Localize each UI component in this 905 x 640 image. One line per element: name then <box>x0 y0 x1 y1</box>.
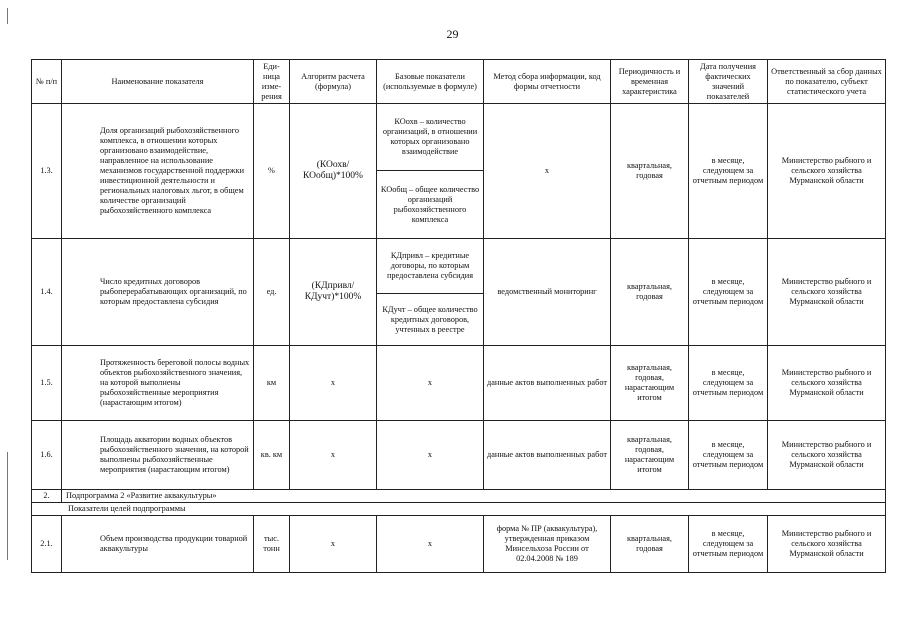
section-title: Подпрограмма 2 «Развитие аквакультуры» <box>62 490 886 503</box>
table-row <box>32 516 886 573</box>
row-method: форма № ПР (аквакультура), утвержденная приказом Минсельхоза России от 02.04.2008 № 189 <box>484 516 611 573</box>
row-algorithm: х <box>290 421 377 490</box>
row-period: квартальная, годовая <box>611 104 689 239</box>
table-row <box>32 346 886 421</box>
row-name: Объем производства продукции товарной аквакультуры <box>62 516 254 573</box>
row-unit: тыс. тонн <box>254 516 290 573</box>
row-responsible: Министерство рыбного и сельского хозяйства Мурманской области <box>768 104 886 239</box>
subsection-row <box>32 503 886 516</box>
row-period: квартальная, годовая <box>611 516 689 573</box>
section-row <box>32 490 886 503</box>
row-date: в месяце, следующем за отчетным периодом <box>689 421 768 490</box>
page-edge-mark <box>7 452 8 560</box>
page-edge-mark <box>7 8 8 24</box>
row-name: Площадь акватории водных объектов рыбохозяйственного значения, на которой выполнены рыбохозяйственные мероприятия (нарастающим итогом) <box>62 421 254 490</box>
row-responsible: Министерство рыбного и сельского хозяйства Мурманской области <box>768 346 886 421</box>
header-period: Периодичность и временная характеристика <box>611 60 689 104</box>
row-num: 1.3. <box>32 104 62 239</box>
row-unit: % <box>254 104 290 239</box>
section-num: 2. <box>32 490 62 503</box>
row-method: ведомственный мониторинг <box>484 239 611 346</box>
header-num: № п/п <box>32 60 62 104</box>
row-responsible: Министерство рыбного и сельского хозяйства Мурманской области <box>768 516 886 573</box>
header-name: Наименование показателя <box>62 60 254 104</box>
table-row <box>32 239 886 294</box>
row-algorithm: х <box>290 346 377 421</box>
page-number: 29 <box>446 27 459 41</box>
table-row <box>32 421 886 490</box>
row-base: х <box>377 421 484 490</box>
header-method: Метод сбора информации, код формы отчетности <box>484 60 611 104</box>
indicators-table <box>31 59 886 573</box>
row-period: квартальная, годовая, нарастающим итогом <box>611 346 689 421</box>
row-responsible: Министерство рыбного и сельского хозяйства Мурманской области <box>768 421 886 490</box>
header-date: Дата получения фактических значений показателей <box>689 60 768 104</box>
row-date: в месяце, следующем за отчетным периодом <box>689 239 768 346</box>
row-date: в месяце, следующем за отчетным периодом <box>689 346 768 421</box>
header-algorithm: Алгоритм расчета (формула) <box>290 60 377 104</box>
row-date: в месяце, следующем за отчетным периодом <box>689 104 768 239</box>
row-base-2: КОобщ – общее количество организаций рыбохозяйственного комплекса <box>377 171 484 239</box>
row-base: х <box>377 516 484 573</box>
row-unit: ед. <box>254 239 290 346</box>
row-name: Доля организаций рыбохозяйственного комплекса, в отношении которых организовано взаимодействие, направленное на использование механизмов государственной поддержки инвестиционной деятельности и региональных налоговых льгот, в общем количестве организаций рыбохозяйственного комплекса <box>62 104 254 239</box>
header-base: Базовые показатели (используемые в формуле) <box>377 60 484 104</box>
table-row <box>32 104 886 171</box>
row-algorithm: (КОохв/ КОобщ)*100% <box>290 104 377 239</box>
row-date: в месяце, следующем за отчетным периодом <box>689 516 768 573</box>
row-unit: кв. км <box>254 421 290 490</box>
subsection-title: Показатели целей подпрограммы <box>32 503 886 516</box>
row-algorithm: (КДпривл/ КДучт)*100% <box>290 239 377 346</box>
row-base-1: КОохв – количество организаций, в отношении которых организовано взаимодействие <box>377 104 484 171</box>
header-responsible: Ответственный за сбор данных по показателю, субъект статистического учета <box>768 60 886 104</box>
row-period: квартальная, годовая, нарастающим итогом <box>611 421 689 490</box>
row-responsible: Министерство рыбного и сельского хозяйства Мурманской области <box>768 239 886 346</box>
row-method: х <box>484 104 611 239</box>
row-num: 1.4. <box>32 239 62 346</box>
row-unit: км <box>254 346 290 421</box>
header-unit: Еди-ница изме-рения <box>254 60 290 104</box>
row-num: 2.1. <box>32 516 62 573</box>
row-algorithm: х <box>290 516 377 573</box>
row-period: квартальная, годовая <box>611 239 689 346</box>
header-row <box>32 60 886 104</box>
row-num: 1.5. <box>32 346 62 421</box>
row-name: Число кредитных договоров рыбоперерабатывающих организаций, по которым предоставлена субсидия <box>62 239 254 346</box>
row-method: данные актов выполненных работ <box>484 421 611 490</box>
row-base: х <box>377 346 484 421</box>
row-method: данные актов выполненных работ <box>484 346 611 421</box>
row-num: 1.6. <box>32 421 62 490</box>
row-base-1: КДпривл – кредитные договоры, по которым предоставлена субсидия <box>377 239 484 294</box>
row-base-2: КДучт – общее количество кредитных договоров, учтенных в реестре <box>377 294 484 346</box>
row-name: Протяженность береговой полосы водных объектов рыбохозяйственного значения, на которой выполнены рыбохозяйственные мероприятия (нарастающим итогом) <box>62 346 254 421</box>
